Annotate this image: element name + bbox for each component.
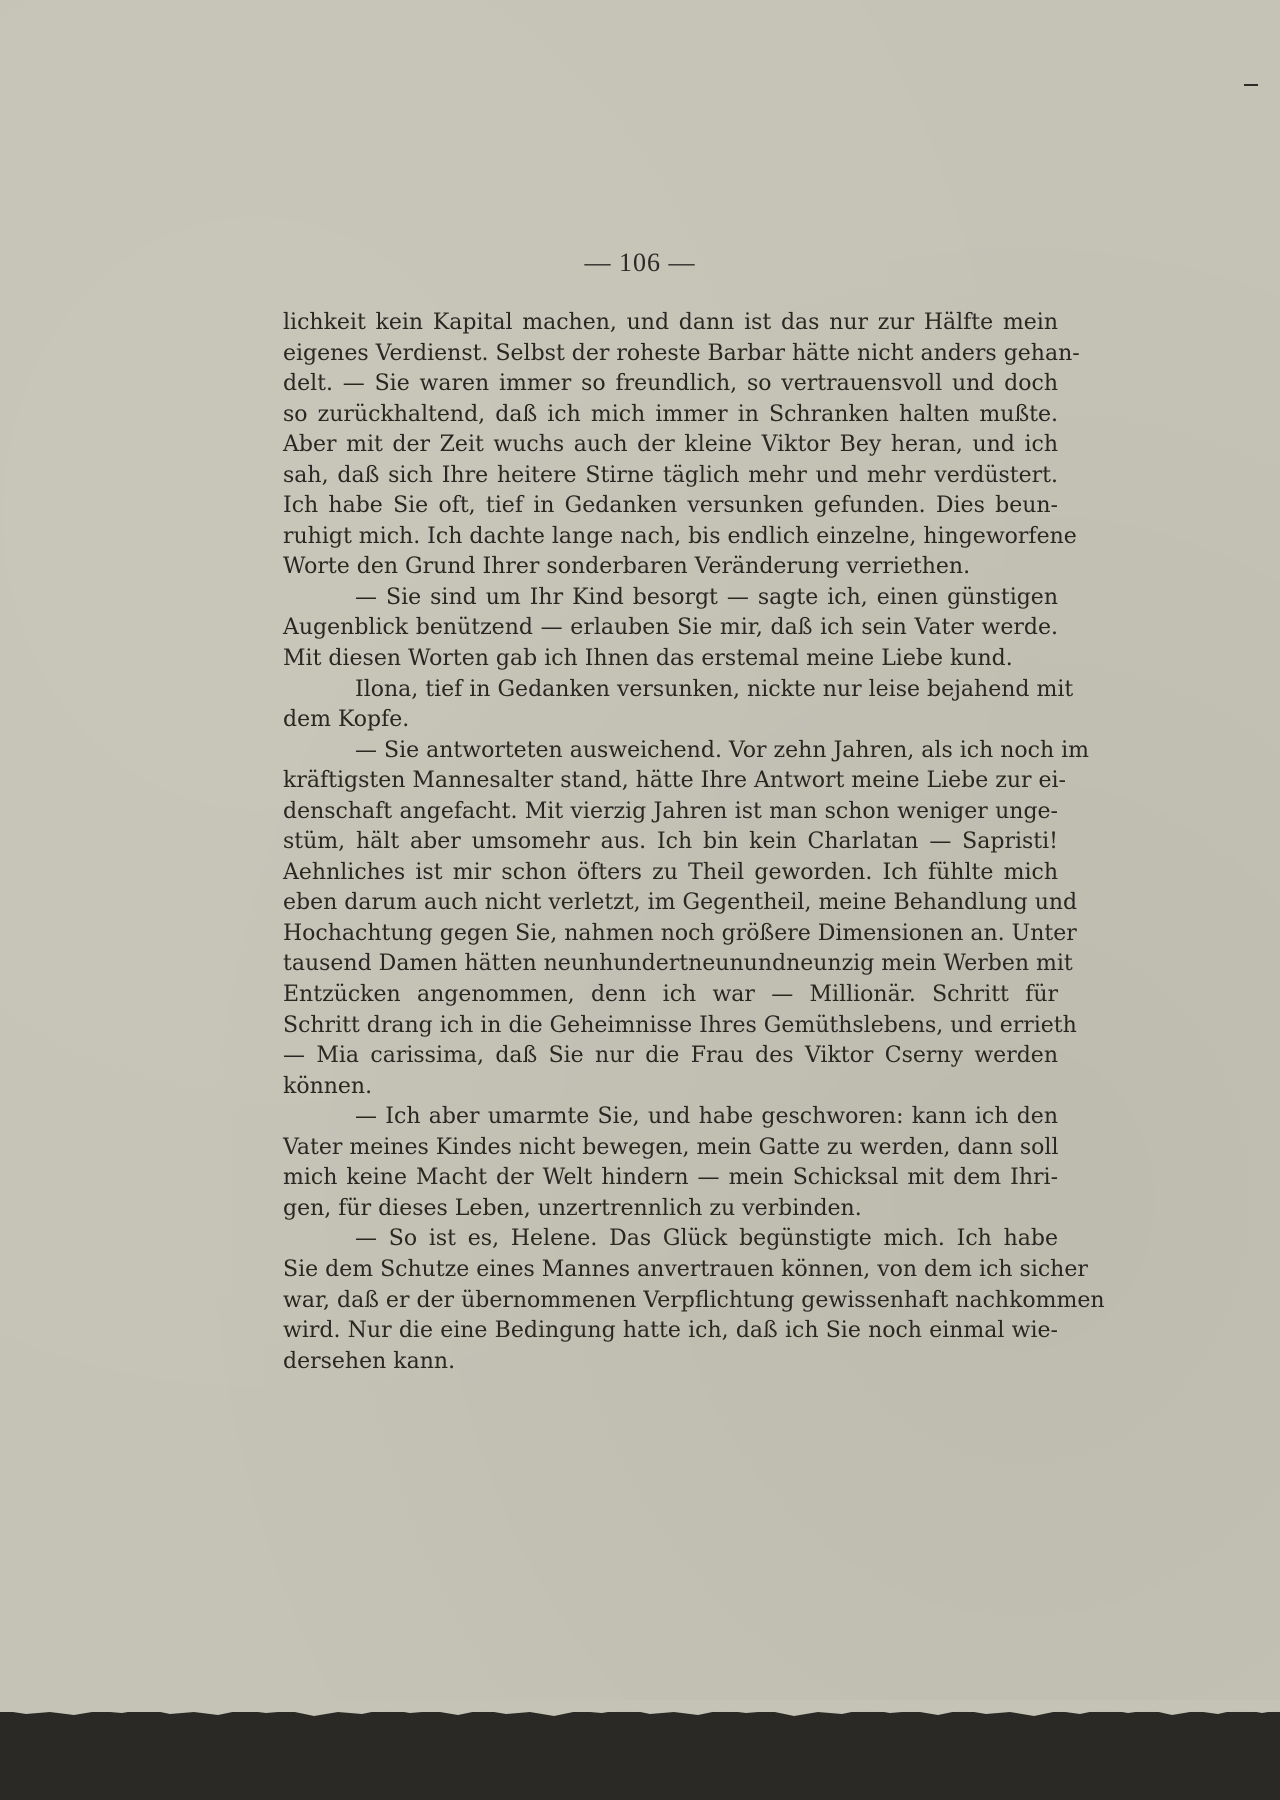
text-line: Entzücken angenommen, denn ich war — Millionär. Schritt für	[283, 982, 1058, 1008]
text-line: mich keine Macht der Welt hindern — mein Schicksal mit dem Ihri-	[283, 1165, 1058, 1191]
text-line: Worte den Grund Ihrer sonderbaren Veränderung verriethen.	[283, 554, 971, 580]
text-line: können.	[283, 1073, 373, 1099]
page-number: — 106 —	[584, 248, 696, 277]
text-line: lichkeit kein Kapital machen, und dann ist das nur zur Hälfte mein	[283, 310, 1058, 335]
text-line: — Sie sind um Ihr Kind besorgt — sagte ich, einen günstigen	[355, 584, 1058, 610]
text-line: war, daß er der übernommenen Verpflichtung gewissenhaft nachkommen	[283, 1287, 1105, 1313]
text-line: — Mia carissima, daß Sie nur die Frau des Viktor Cserny werden	[283, 1043, 1058, 1069]
text-line: Vater meines Kindes nicht bewegen, mein Gatte zu werden, dann soll	[283, 1134, 1059, 1160]
text-line: — Ich aber umarmte Sie, und habe geschworen: kann ich den	[355, 1104, 1058, 1130]
text-line: Aehnliches ist mir schon öfters zu Theil geworden. Ich fühlte mich	[283, 859, 1058, 885]
text-line: kräftigsten Mannesalter stand, hätte Ihre Antwort meine Liebe zur ei-	[283, 768, 1066, 794]
text-line: ruhigt mich. Ich dachte lange nach, bis endlich einzelne, hingeworfene	[283, 523, 1077, 549]
text-line: sah, daß sich Ihre heitere Stirne täglich mehr und mehr verdüstert.	[283, 462, 1058, 488]
text-line: tausend Damen hätten neunhundertneunundneunzig mein Werben mit	[283, 951, 1073, 977]
text-line: — So ist es, Helene. Das Glück begünstigte mich. Ich habe	[355, 1226, 1058, 1252]
text-line: Hochachtung gegen Sie, nahmen noch größere Dimensionen an. Unter	[283, 920, 1077, 946]
text-line: denschaft angefacht. Mit vierzig Jahren ist man schon weniger unge-	[283, 798, 1058, 824]
text-line: so zurückhaltend, daß ich mich immer in Schranken halten mußte.	[283, 401, 1058, 427]
text-line: eigenes Verdienst. Selbst der roheste Barbar hätte nicht anders gehan-	[283, 340, 1080, 366]
text-line: eben darum auch nicht verletzt, im Gegentheil, meine Behandlung und	[283, 890, 1078, 916]
text-line: gen, für dieses Leben, unzertrennlich zu verbinden.	[283, 1195, 862, 1221]
margin-mark	[1244, 84, 1258, 86]
text-line: dem Kopfe.	[283, 707, 410, 733]
text-line: Schritt drang ich in die Geheimnisse Ihres Gemüthslebens, und errieth	[283, 1012, 1077, 1038]
text-line: dersehen kann.	[283, 1348, 456, 1374]
scan-background	[0, 1716, 1280, 1800]
text-line: — Sie antworteten ausweichend. Vor zehn Jahren, als ich noch im	[355, 737, 1090, 763]
text-line: Mit diesen Worten gab ich Ihnen das erstemal meine Liebe kund.	[283, 646, 1013, 672]
text-line: Sie dem Schutze eines Mannes anvertrauen können, von dem ich sicher	[283, 1256, 1088, 1282]
text-line: stüm, hält aber umsomehr aus. Ich bin kein Charlatan — Sapristi!	[283, 829, 1058, 855]
text-line: delt. — Sie waren immer so freundlich, so vertrauensvoll und doch	[283, 371, 1058, 397]
page-body-text	[283, 308, 1105, 1377]
text-line: wird. Nur die eine Bedingung hatte ich, daß ich Sie noch einmal wie-	[283, 1318, 1058, 1344]
text-line: Augenblick benützend — erlauben Sie mir, daß ich sein Vater werde.	[283, 615, 1058, 641]
text-line: Ilona, tief in Gedanken versunken, nickte nur leise bejahend mit	[355, 676, 1074, 702]
text-line: Aber mit der Zeit wuchs auch der kleine Viktor Bey heran, und ich	[283, 432, 1058, 458]
text-line: Ich habe Sie oft, tief in Gedanken versunken gefunden. Dies beun-	[283, 493, 1058, 519]
